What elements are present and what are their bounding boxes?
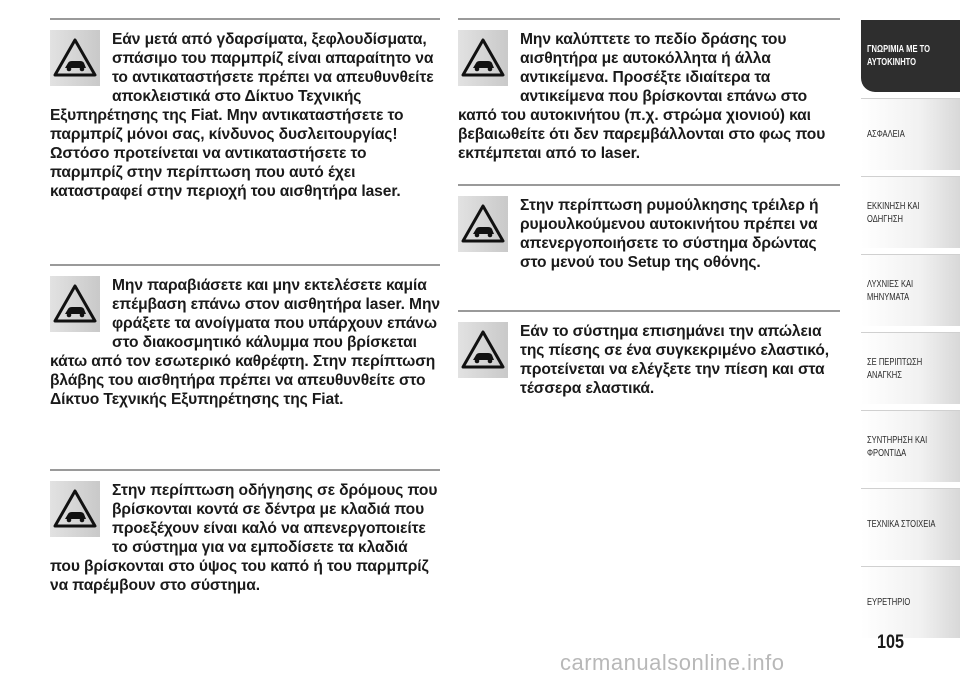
tab-warning-lights[interactable] [861,254,960,326]
car-warning-triangle-icon [50,481,100,537]
car-warning-triangle-icon [458,196,508,252]
tab-label: ΑΣΦΑΛΕΙΑ [867,128,905,140]
car-warning-triangle-icon [458,322,508,378]
tab-maintenance[interactable] [861,410,960,482]
watermark: carmanualsonline.info [560,650,785,675]
tab-label: ΤΕΧΝΙΚΑ ΣΤΟΙΧΕΙΑ [867,518,936,530]
tab-emergency[interactable] [861,332,960,404]
tab-label: ΕΥΡΕΤΗΡΙΟ [867,596,911,608]
tab-safety[interactable] [861,98,960,170]
warning-note [458,18,840,163]
section-tabs [861,20,960,630]
page-number: 105 [877,632,904,653]
note-text: Μην καλύπτετε το πεδίο δράσης του αισθητήρα με αυτοκόλλητα ή άλλα αντικείμενα. Προσέξτε ιδιαίτερα τα αντικείμενα που βρίσκονται επάνω στο καπό του αυτοκινήτου (π.χ. στρώμα χιονιού) και βεβαιωθείτε ότι δεν παρεμβάλλονται στο φως που εκπέμπεται από το laser. [458,31,826,162]
note-text: Μην παραβιάσετε και μην εκτελέσετε καμία επέμβαση επάνω στον αισθητήρα laser. Μην φράξετε τα ανοίγματα που υπάρχουν επάνω στο διακοσμητικό κάλυμμα που βρίσκεται κάτω από τον εσωτερικό καθρέφτη. Στην περίπτωση βλάβης του αισθητήρα πρέπει να απευθυνθείτε στο Δίκτυο Τεχνικής Εξυπηρέτησης της Fiat. [50,277,440,408]
tab-label: ΓΝΩΡΙΜΙΑ ΜΕ ΤΟ ΑΥΤΟΚΙΝΗΤΟ [867,43,930,68]
warning-note [50,469,440,595]
note-text: Εάν μετά από γδαρσίματα, ξεφλουδίσματα, σπάσιμο του παρμπρίζ είναι απαραίτητο να το αντικαταστήσετε πρέπει να απευθυνθείτε αποκλειστικά στο Δίκτυο Τεχνικής Εξυπηρέτησης της Fiat. Μην αντικαταστήσετε το παρμπρίζ μόνοι σας, κίνδυνος δυσλειτουργίας! Ωστόσο προτείνεται να αντικαταστήσετε το παρμπρίζ στην περίπτωση που αυτό έχει καταστραφεί στην περιοχή του αισθητήρα laser. [50,31,434,200]
tab-index[interactable] [861,566,960,638]
tab-label: ΕΚΚΙΝΗΣΗ ΚΑΙ ΟΔΗΓΗΣΗ [867,199,920,225]
tab-getting-to-know-car[interactable] [861,20,960,92]
tab-technical-data[interactable] [861,488,960,560]
tab-label: ΣΕ ΠΕΡΙΠΤΩΣΗ ΑΝΑΓΚΗΣ [867,355,923,381]
warning-note [50,264,440,409]
note-text: Στην περίπτωση ρυμούλκησης τρέιλερ ή ρυμουλκούμενου αυτοκινήτου πρέπει να απενεργοποιήσετε το σύστημα δρώντας στο μενού του Setup της οθόνης. [520,197,819,271]
warning-note [50,18,440,201]
note-text: Εάν το σύστημα επισημάνει την απώλεια της πίεσης σε ένα συγκεκριμένο ελαστικό, προτείνεται να ελέγξετε την πίεση και στα τέσσερα ελαστικά. [520,323,830,397]
tab-label: ΛΥΧΝΙΕΣ ΚΑΙ ΜΗΝΥΜΑΤΑ [867,277,914,303]
car-warning-triangle-icon [458,30,508,86]
car-warning-triangle-icon [50,30,100,86]
tab-label: ΣΥΝΤΗΡΗΣΗ ΚΑΙ ΦΡΟΝΤΙΔΑ [867,433,928,459]
note-text: Στην περίπτωση οδήγησης σε δρόμους που βρίσκονται κοντά σε δέντρα με κλαδιά που προεξέχουν είναι καλό να απενεργοποιείτε το σύστημα για να εμποδίσετε τα κλαδιά που βρίσκονται στο ύψος του καπό ή του παρμπρίζ να παρέμβουν στο σύστημα. [50,482,438,594]
warning-note [458,310,840,398]
tab-starting-driving[interactable] [861,176,960,248]
warning-note [458,184,840,272]
car-warning-triangle-icon [50,276,100,332]
